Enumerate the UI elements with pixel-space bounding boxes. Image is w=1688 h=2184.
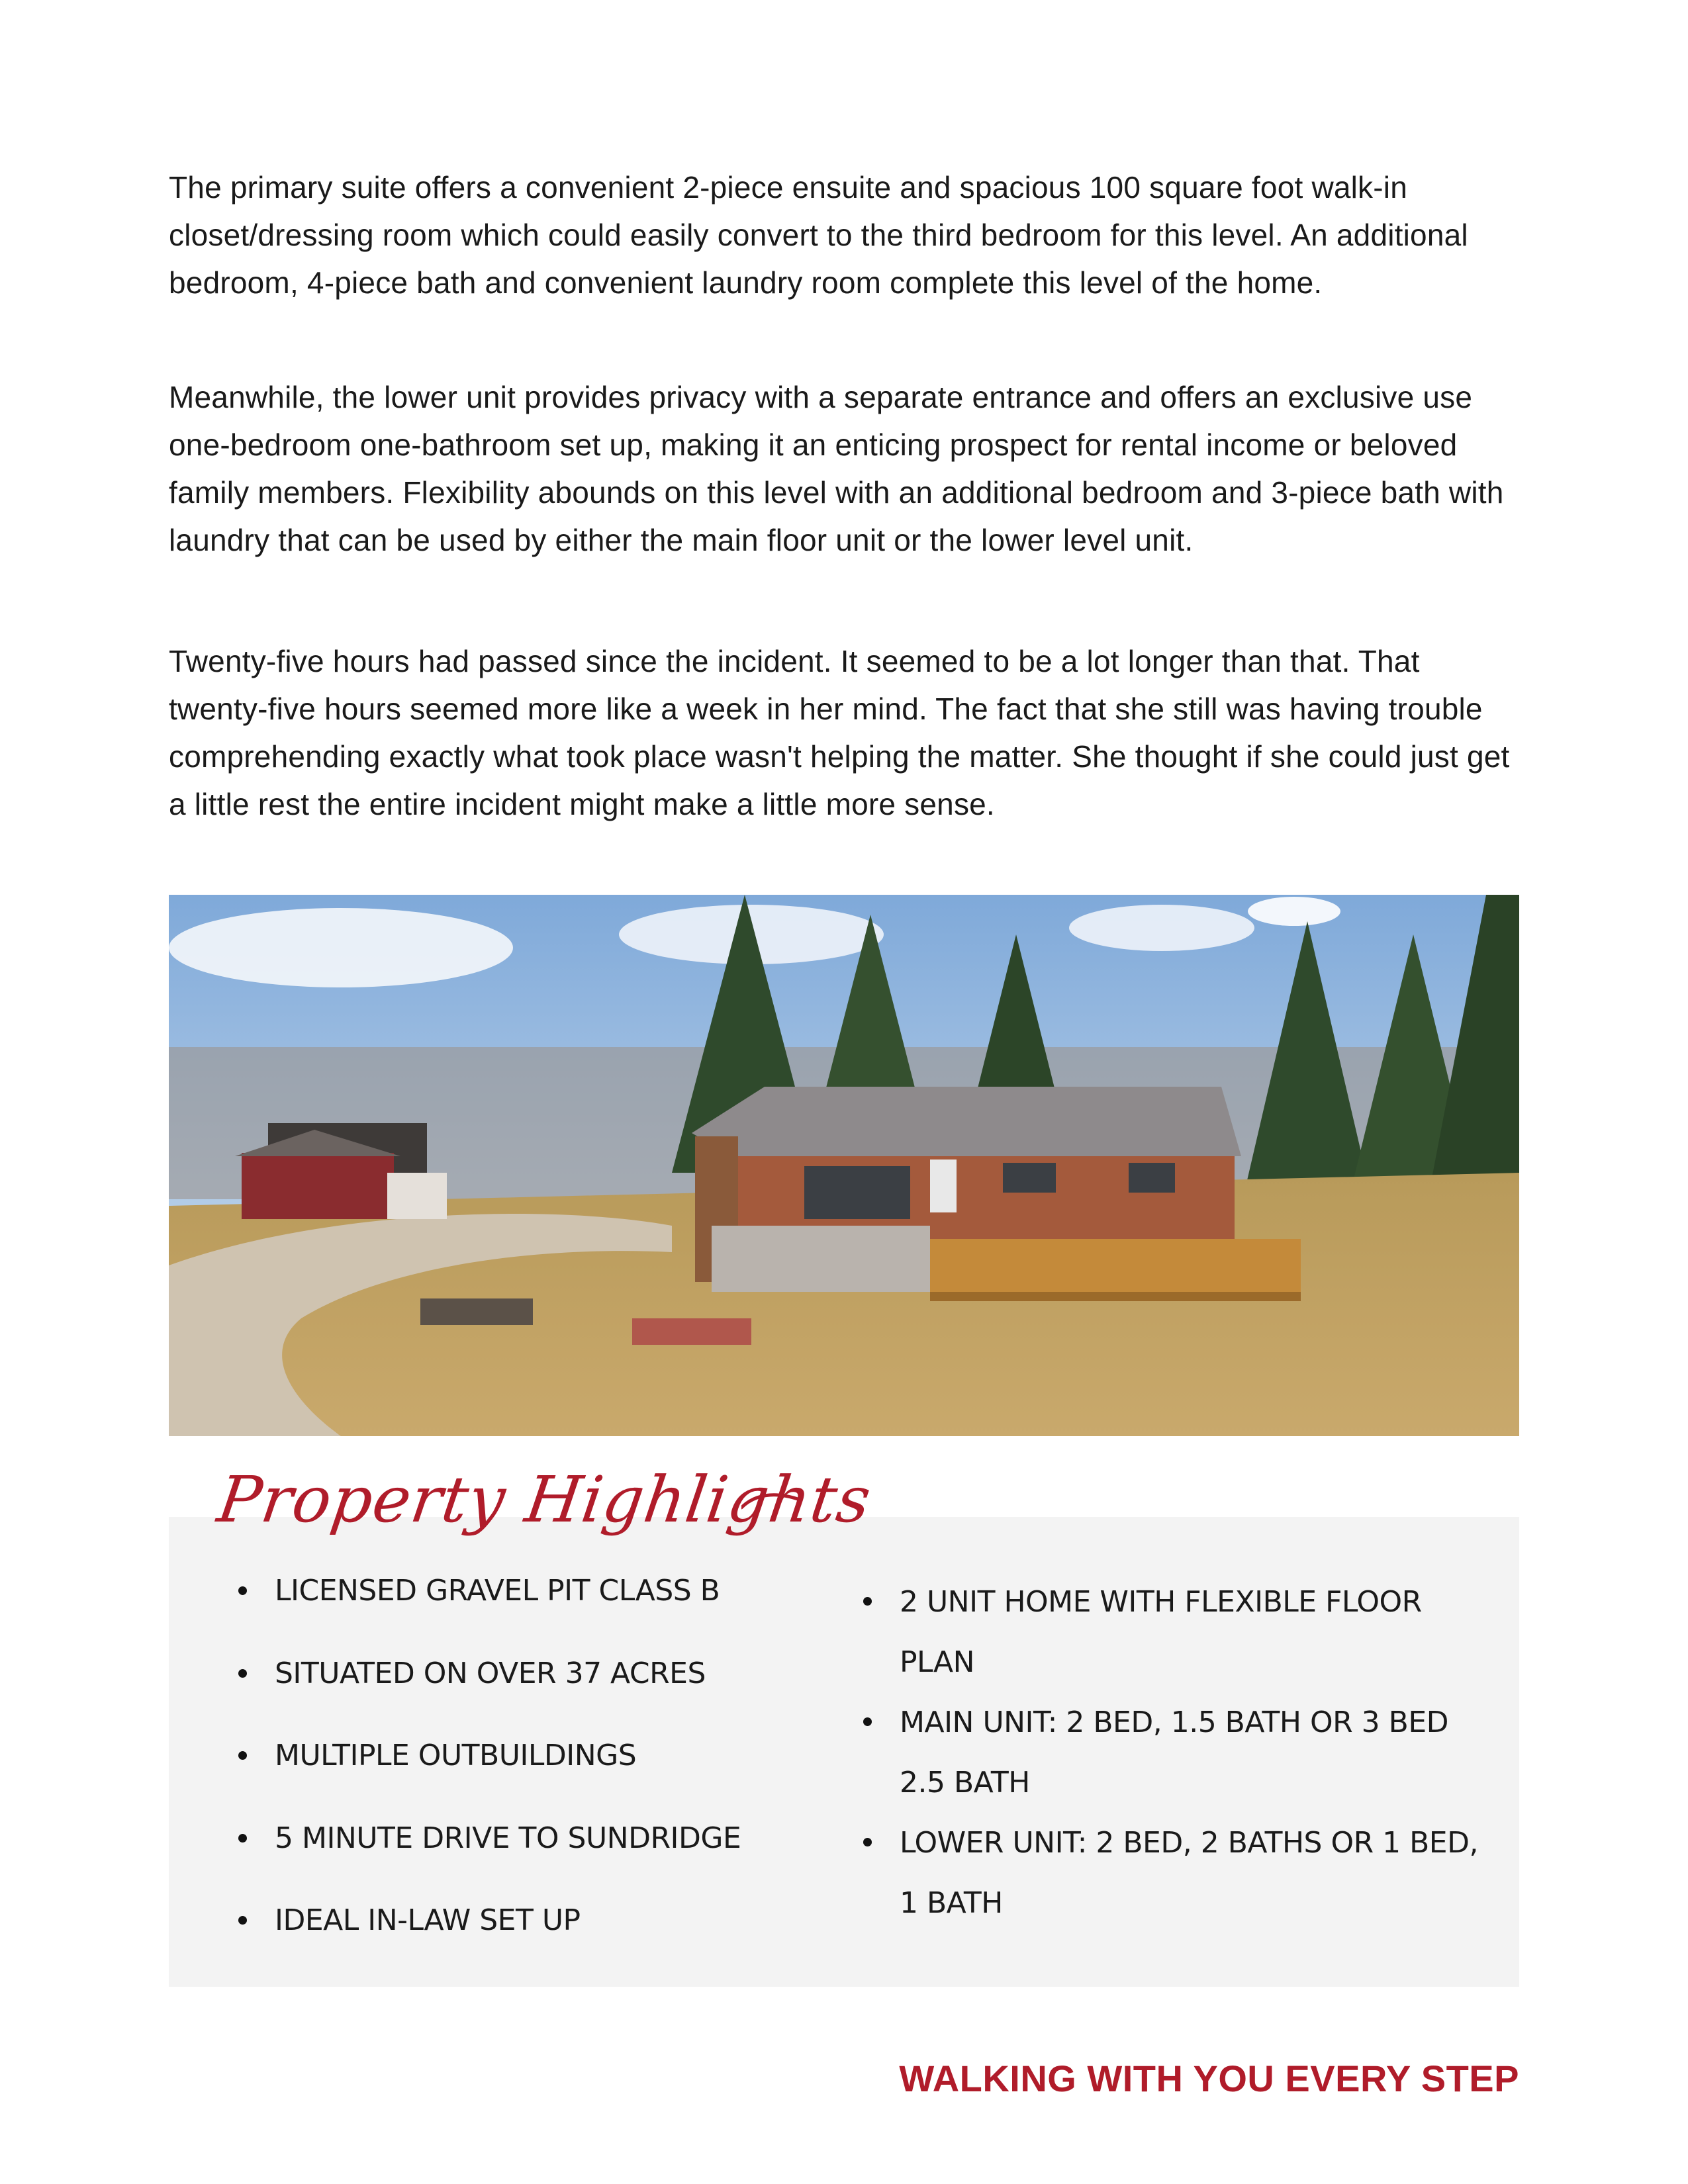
highlight-item: MAIN UNIT: 2 BED, 1.5 BATH OR 3 BED 2.5 BATH xyxy=(863,1692,1499,1813)
footer-tagline: WALKING WITH YOU EVERY STEP xyxy=(899,2058,1519,2099)
highlight-item: MULTIPLE OUTBUILDINGS xyxy=(238,1737,808,1819)
paragraph-text: Twenty-five hours had passed since the incident. It seemed to be a lot longer than that. That twenty-five hours seemed more like a week in her mind. The fact that she still was having trouble comprehending exactly what took place wasn't helping the matter. She thought if she could just get a little rest the entire incident might make a little more sense. xyxy=(169,644,1510,821)
highlights-right-list xyxy=(863,1572,1499,1933)
paragraph-text: The primary suite offers a convenient 2-piece ensuite and spacious 100 square foot walk-in closet/dressing room which could easily convert to the third bedroom for this level. An additional bedroom, 4-piece bath and convenient laundry room complete this level of the home. xyxy=(169,170,1468,300)
paragraph-primary-suite xyxy=(169,163,1519,306)
paragraph-lower-unit xyxy=(169,373,1519,564)
paragraph-filler xyxy=(169,637,1519,828)
highlights-left-list xyxy=(238,1572,808,1984)
highlight-item: LOWER UNIT: 2 BED, 2 BATHS OR 1 BED, 1 BATH xyxy=(863,1813,1499,1933)
highlight-item: LICENSED GRAVEL PIT CLASS B xyxy=(238,1572,808,1655)
highlight-item: SITUATED ON OVER 37 ACRES xyxy=(238,1655,808,1737)
title-flourish xyxy=(741,1488,801,1514)
highlight-item: 5 MINUTE DRIVE TO SUNDRIDGE xyxy=(238,1819,808,1902)
highlight-item: IDEAL IN-LAW SET UP xyxy=(238,1901,808,1984)
highlight-item: 2 UNIT HOME WITH FLEXIBLE FLOOR PLAN xyxy=(863,1572,1499,1692)
property-photo xyxy=(169,895,1519,1436)
paragraph-text: Meanwhile, the lower unit provides privacy with a separate entrance and offers an exclusive use one-bedroom one-bathroom set up, making it an enticing prospect for rental income or beloved family members. Flexibility abounds on this level with an additional bedroom and 3-piece bath with laundry that can be used by either the main floor unit or the lower level unit. xyxy=(169,380,1504,557)
highlights-title: Property Highlights xyxy=(213,1463,876,1537)
